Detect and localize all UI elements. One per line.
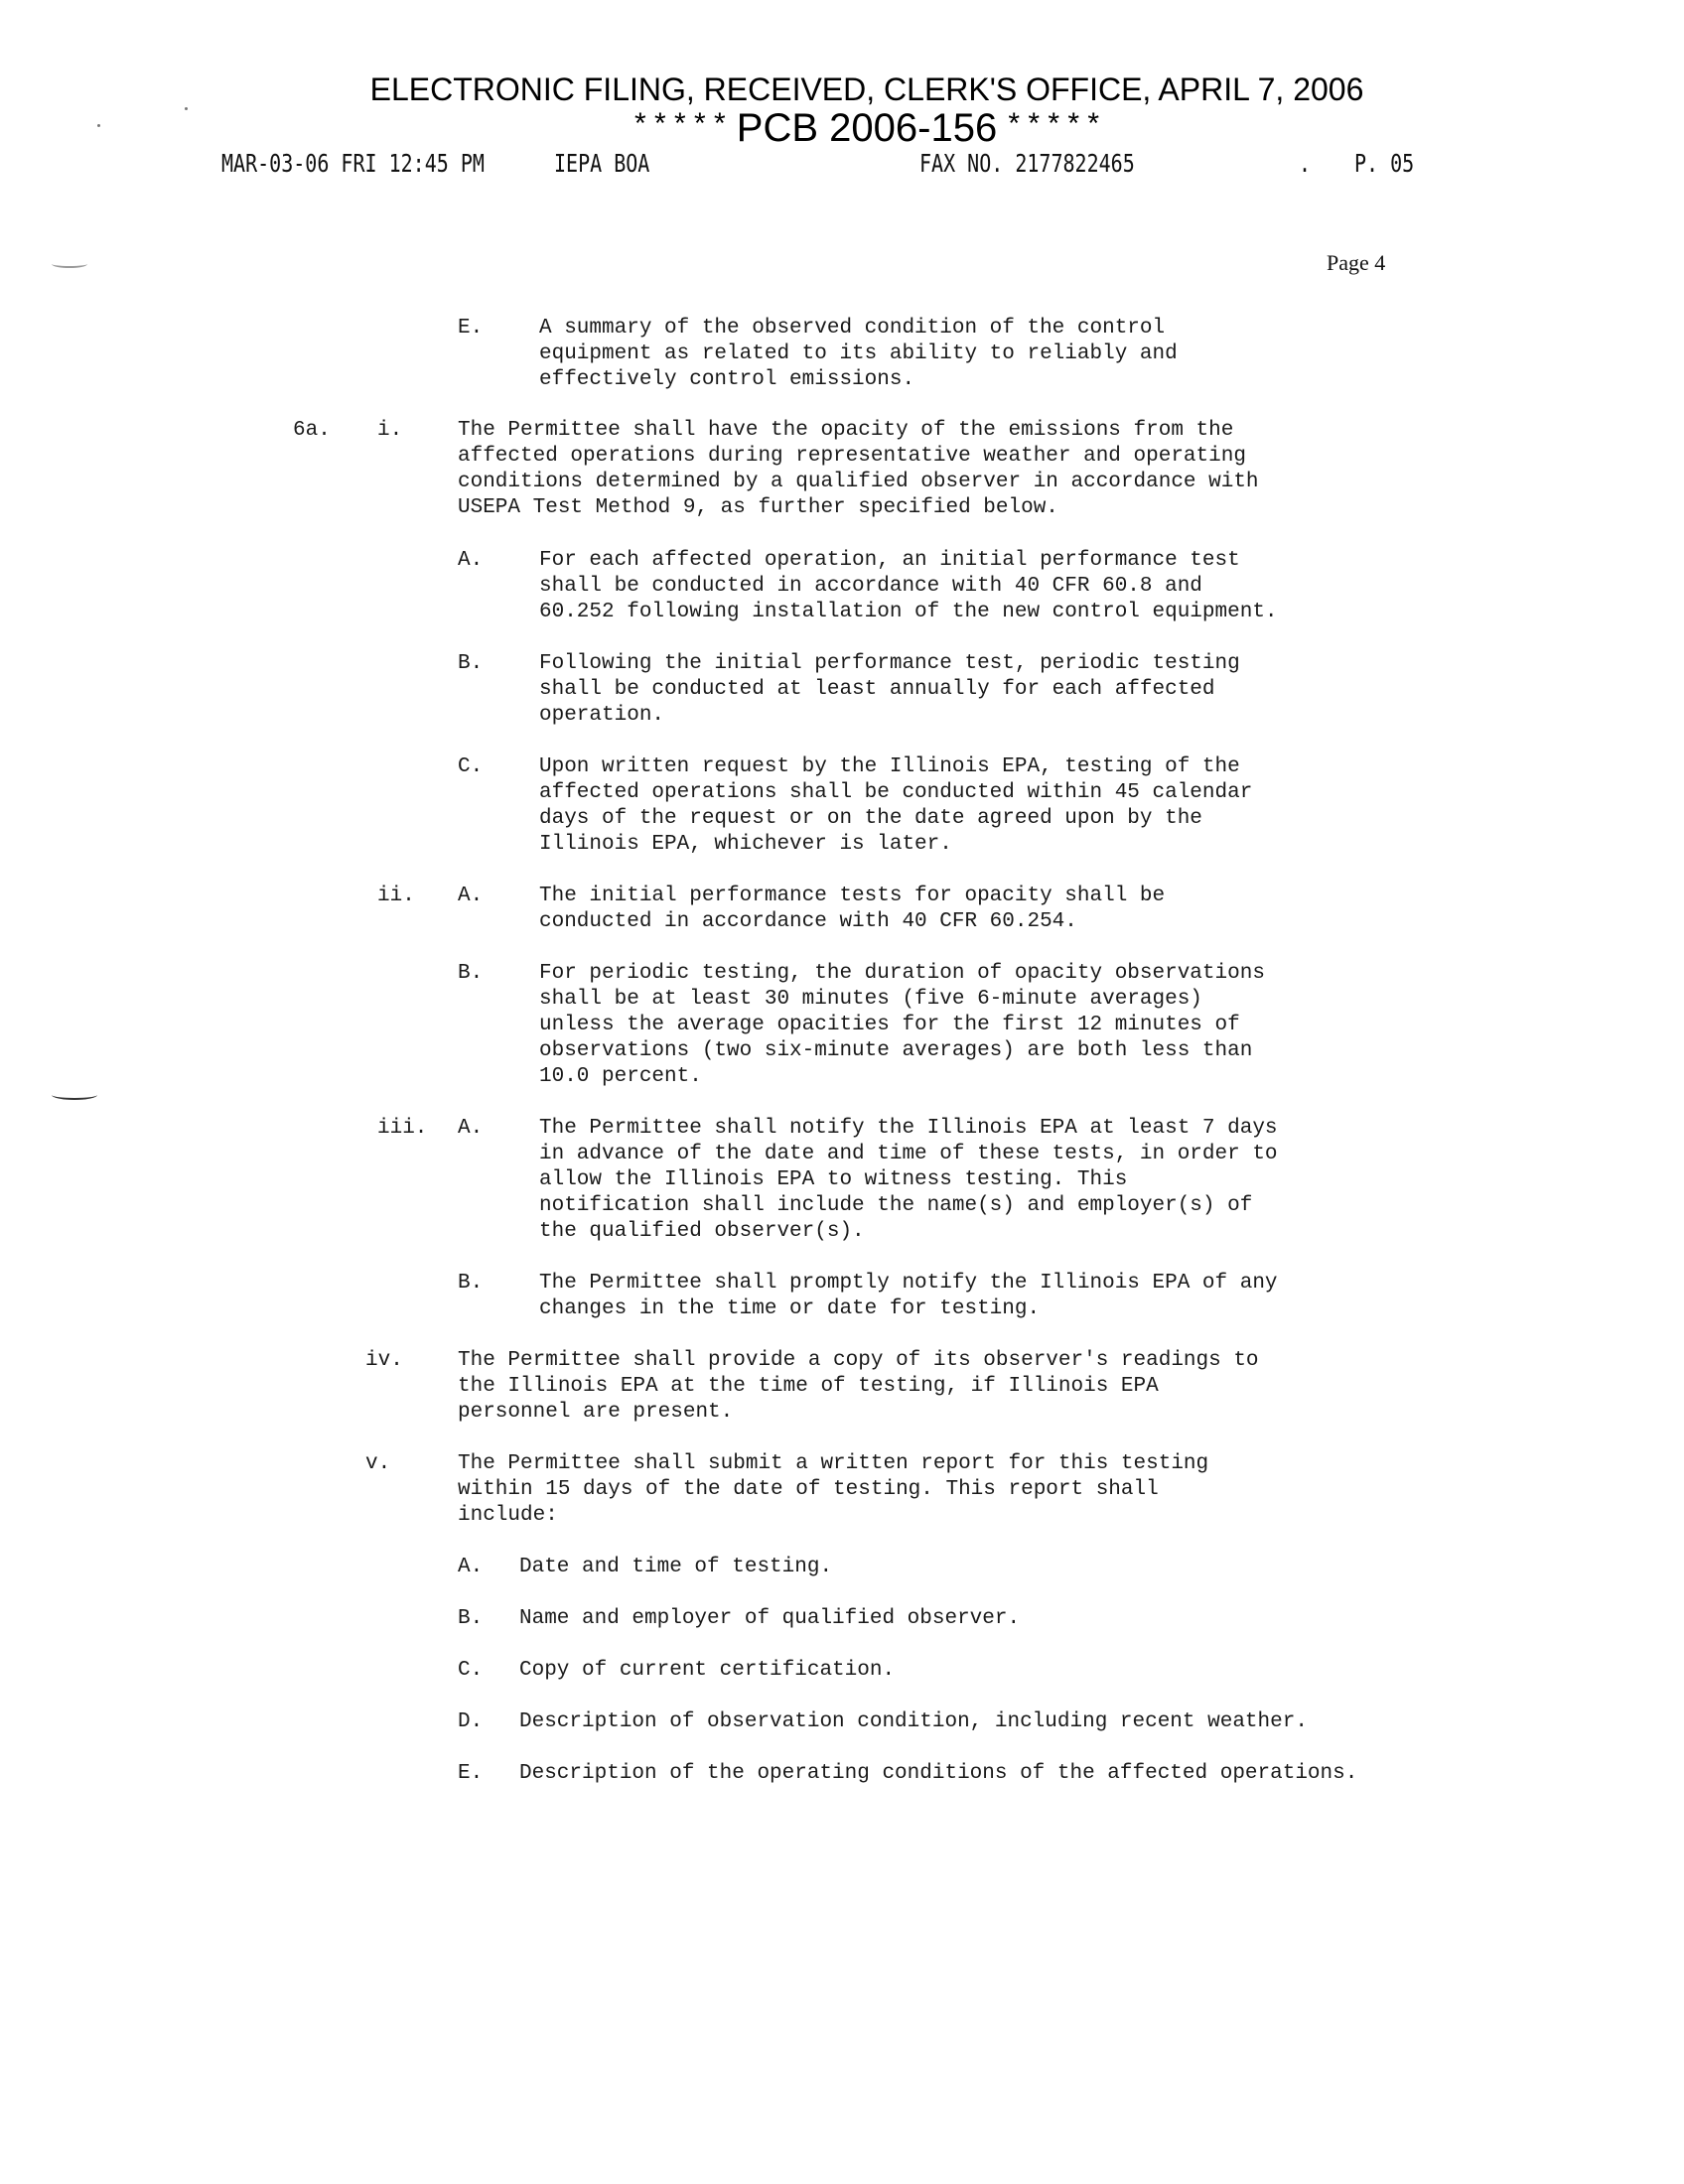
fax-number: FAX NO. 2177822465	[919, 149, 1135, 178]
filing-stamp-line: ELECTRONIC FILING, RECEIVED, CLERK'S OFFICE, APRIL 7, 2006	[369, 71, 1364, 107]
page-label: Page 4	[1327, 250, 1386, 275]
item-text-e: A summary of the observed condition of the control equipment as related to its ability to reliably and effectively control emissions.	[539, 317, 1178, 391]
item-label-ii-a: A.	[458, 885, 484, 907]
item-label-e: E.	[458, 317, 484, 340]
report-item-text-d: Description of observation condition, including recent weather.	[519, 1710, 1308, 1733]
report-item-label-b: B.	[458, 1607, 484, 1630]
item-text-ii-a: The initial performance tests for opacity shall be conducted in accordance with 40 CFR 60.254.	[539, 885, 1166, 933]
report-item-label-c: C.	[458, 1659, 484, 1682]
subsection-label-i: i.	[377, 419, 403, 442]
stars-left: * * * * *	[633, 107, 726, 140]
item-label-iii-b: B.	[458, 1272, 484, 1295]
item-label-i-b: B.	[458, 652, 484, 675]
subsection-text-iv: The Permittee shall provide a copy of its observer's readings to the Illinois EPA at the time of testing, if Illinois EPA personnel are present.	[458, 1349, 1259, 1424]
subsection-label-v: v.	[365, 1452, 391, 1475]
fax-agency: IEPA BOA	[554, 149, 650, 178]
item-label-ii-b: B.	[458, 962, 484, 985]
subsection-label-ii: ii.	[377, 885, 415, 907]
subsection-label-iii: iii.	[377, 1117, 428, 1140]
item-label-i-c: C.	[458, 755, 484, 778]
item-text-iii-a: The Permittee shall notify the Illinois EPA at least 7 days in advance of the date and time of these tests, in order to allow the Illinois EPA to witness testing. This notification shall include the name(s) and employer(s) of the qualified observer(s).	[539, 1117, 1278, 1243]
stars-right: * * * * *	[1008, 107, 1100, 140]
report-item-text-e: Description of the operating conditions of the affected operations.	[519, 1762, 1358, 1785]
case-number: PCB 2006-156	[736, 106, 998, 150]
report-item-label-d: D.	[458, 1710, 484, 1733]
item-label-iii-a: A.	[458, 1117, 484, 1140]
report-item-text-a: Date and time of testing.	[519, 1556, 833, 1578]
item-text-ii-b: For periodic testing, the duration of opacity observations shall be at least 30 minutes (five 6-minute averages) unless the average opacities for the first 12 minutes of observations (two six-minute averages) are both less than 10.0 percent.	[539, 962, 1265, 1088]
section-label-6a: 6a.	[293, 419, 331, 442]
subsection-text-i: The Permittee shall have the opacity of the emissions from the affected operations during representative weather and operating conditions determined by a qualified observer in accordance with USEPA Test Method 9, as further specified below.	[458, 419, 1259, 519]
fax-date: MAR-03-06 FRI 12:45 PM	[221, 149, 485, 178]
subsection-label-iv: iv.	[365, 1349, 403, 1372]
report-item-text-b: Name and employer of qualified observer.	[519, 1607, 1021, 1630]
item-text-i-a: For each affected operation, an initial performance test shall be conducted in accordance with 40 CFR 60.8 and 60.252 following installation of the new control equipment.	[539, 549, 1278, 623]
report-item-label-e: E.	[458, 1762, 484, 1785]
item-label-i-a: A.	[458, 549, 484, 572]
item-text-i-b: Following the initial performance test, periodic testing shall be conducted at least annually for each affected operation.	[539, 652, 1240, 727]
report-item-text-c: Copy of current certification.	[519, 1659, 896, 1682]
fax-page-number: P. 05	[1354, 149, 1415, 178]
item-text-iii-b: The Permittee shall promptly notify the Illinois EPA of any changes in the time or date for testing.	[539, 1272, 1278, 1320]
item-text-i-c: Upon written request by the Illinois EPA, testing of the affected operations shall be conducted within 45 calendar days of the request or on the date agreed upon by the Illinois EPA, whichever is later.	[539, 755, 1253, 856]
report-item-label-a: A.	[458, 1556, 484, 1578]
subsection-text-v: The Permittee shall submit a written report for this testing within 15 days of the date of testing. This report shall include:	[458, 1452, 1209, 1527]
fax-dot: .	[1299, 149, 1312, 178]
